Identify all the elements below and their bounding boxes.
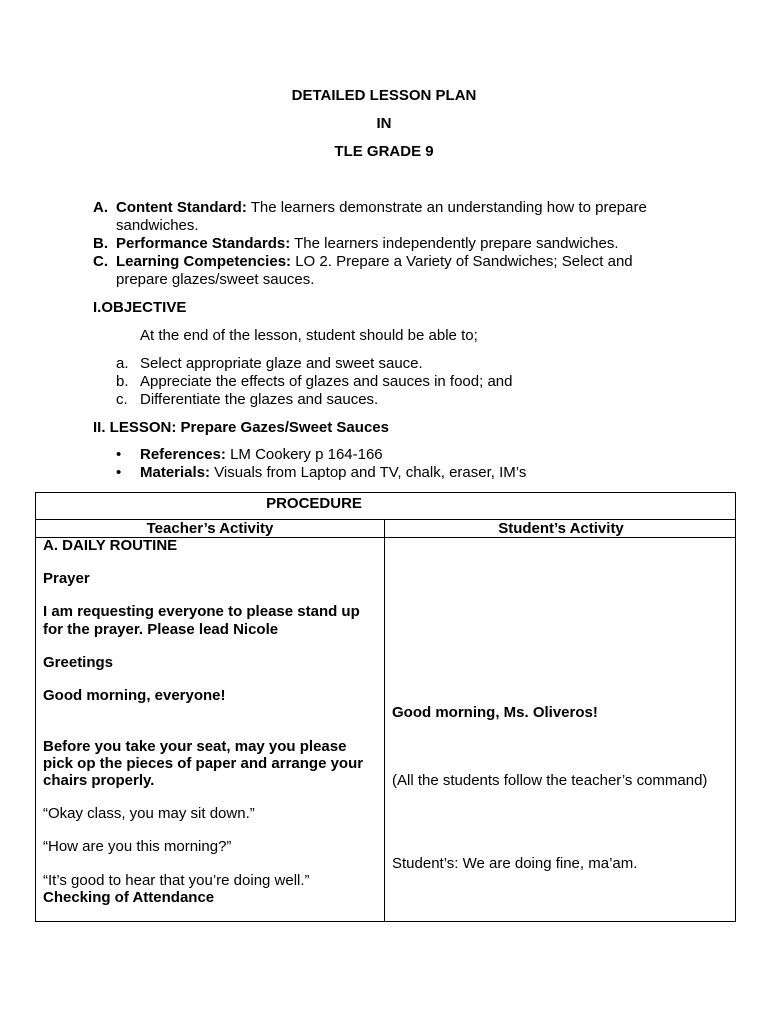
learning-competencies — [116, 253, 633, 271]
prayer-request-line-2: for the prayer. Please lead Nicole — [43, 621, 279, 638]
title-line-1: DETAILED LESSON PLAN — [291, 87, 477, 104]
objective-item: Appreciate the effects of glazes and sauces in food; and — [140, 373, 513, 390]
title-line-2: IN — [376, 115, 392, 132]
seat-instruction-line-1: Before you take your seat, may you please — [43, 738, 347, 755]
materials-text: Visuals from Laptop and TV, chalk, eraser, IM’s — [214, 464, 527, 481]
standard-letter-b: B. — [93, 235, 108, 252]
performance-standards — [116, 235, 619, 253]
objective-letter-c: c. — [116, 391, 128, 408]
procedure-title: PROCEDURE — [266, 495, 362, 512]
teacher-greeting: Good morning, everyone! — [43, 687, 226, 704]
content-standard-text: The learners demonstrate an understanding how to prepare — [250, 199, 647, 216]
learning-competencies-label: Learning Competencies: — [116, 253, 292, 270]
attendance-heading: Checking of Attendance — [43, 889, 215, 906]
content-standard — [116, 199, 647, 217]
standard-letter-c: C. — [93, 253, 108, 270]
objective-letter-a: a. — [116, 355, 129, 372]
references-label: References: — [140, 446, 226, 463]
content-standard-label: Content Standard: — [116, 199, 247, 216]
student-follow-command: (All the students follow the teacher’s command) — [392, 772, 708, 789]
student-response: Student’s: We are doing fine, ma’am. — [392, 855, 638, 872]
lesson-heading: II. LESSON: Prepare Gazes/Sweet Sauces — [93, 419, 389, 436]
objective-letter-b: b. — [116, 373, 129, 390]
standard-letter-a: A. — [93, 199, 108, 216]
seat-instruction-line-2: pick op the pieces of paper and arrange your — [43, 755, 364, 772]
references-item — [140, 446, 383, 464]
column-divider — [384, 519, 385, 921]
references-text: LM Cookery p 164-166 — [230, 446, 383, 463]
sit-down-quote: “Okay class, you may sit down.” — [43, 805, 255, 822]
title-line-3: TLE GRADE 9 — [334, 143, 434, 160]
prayer-request-line-1: I am requesting everyone to please stand up — [43, 603, 360, 620]
bullet-icon: • — [116, 446, 122, 463]
learning-competencies-text: LO 2. Prepare a Variety of Sandwiches; Select and — [295, 253, 633, 270]
good-to-hear-quote: “It’s good to hear that you’re doing well.” — [43, 872, 310, 889]
prayer-heading: Prayer — [43, 570, 90, 587]
student-activity-header: Student’s Activity — [498, 520, 624, 537]
procedure-table — [35, 492, 736, 922]
objective-heading: I.OBJECTIVE — [93, 299, 187, 316]
bullet-icon: • — [116, 464, 122, 481]
student-greeting: Good morning, Ms. Oliveros! — [392, 704, 598, 721]
objective-item: Select appropriate glaze and sweet sauce. — [140, 355, 423, 372]
content-standard-cont: sandwiches. — [116, 217, 199, 234]
teacher-activity-header: Teacher’s Activity — [146, 520, 274, 537]
learning-competencies-cont: prepare glazes/sweet sauces. — [116, 271, 315, 288]
objective-intro: At the end of the lesson, student should be able to; — [140, 327, 478, 344]
performance-standards-text: The learners independently prepare sandwiches. — [294, 235, 619, 252]
daily-routine-heading: A. DAILY ROUTINE — [43, 537, 178, 554]
materials-label: Materials: — [140, 464, 211, 481]
greetings-heading: Greetings — [43, 654, 114, 671]
objective-item: Differentiate the glazes and sauces. — [140, 391, 379, 408]
performance-standards-label: Performance Standards: — [116, 235, 291, 252]
materials-item — [140, 464, 526, 482]
how-are-you-quote: “How are you this morning?” — [43, 838, 232, 855]
seat-instruction-line-3: chairs properly. — [43, 772, 155, 789]
